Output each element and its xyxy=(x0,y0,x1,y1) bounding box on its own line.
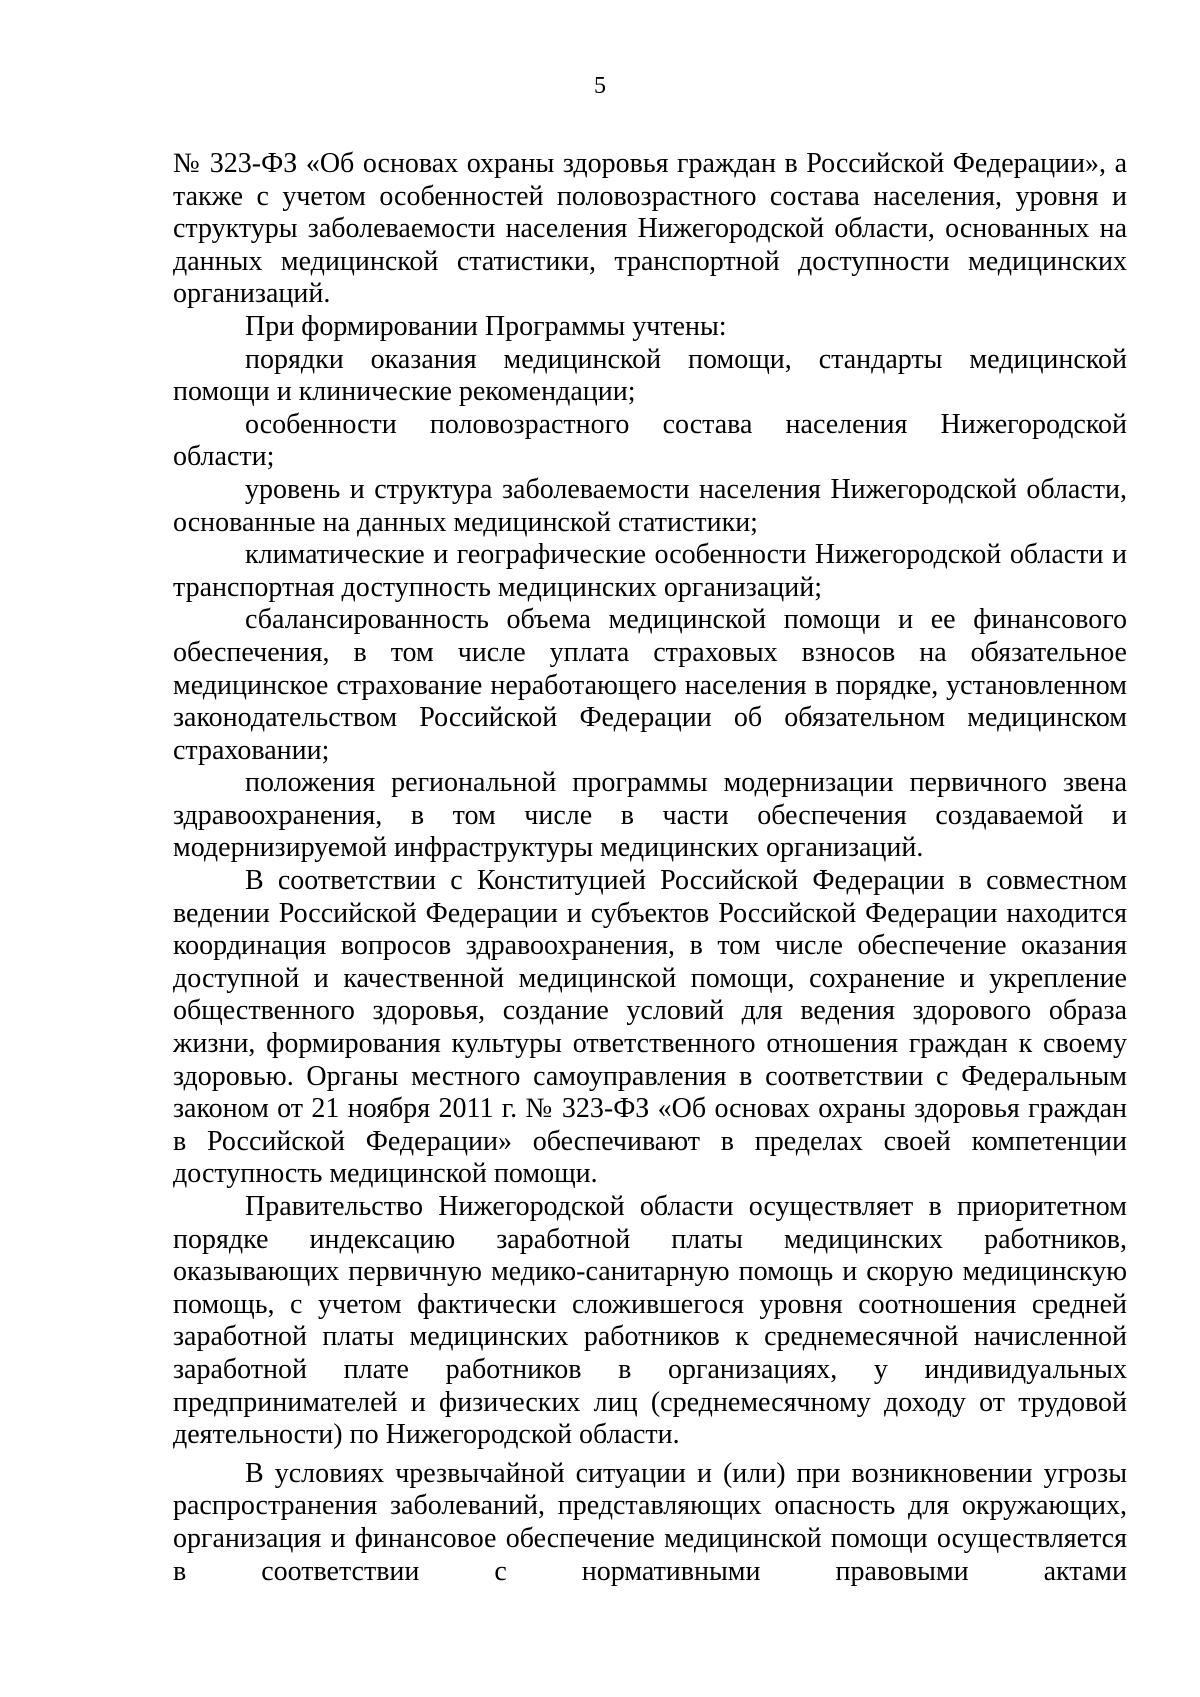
list-item-population-composition: особенности половозрастного состава населения Нижегородской области; xyxy=(173,408,1127,473)
list-item-morbidity-level: уровень и структура заболеваемости населения Нижегородской области, основанные на данных медицинской статистики; xyxy=(173,473,1127,538)
paragraph-constitution: В соответствии с Конституцией Российской Федерации в совместном ведении Российской Федерации и субъектов Российской Федерации находится координация вопросов здравоохранения, в том числе обеспечение оказания доступной и качественной медицинской помощи, сохранение и укрепление общественного здоровья, создание условий для ведения здорового образа жизни, формирования культуры ответственного отношения граждан к своему здоровью. Органы местного самоуправления в соответствии с Федеральным законом от 21 ноября 2011 г. № 323-ФЗ «Об основах охраны здоровья граждан в Российской Федерации» обеспечивают в пределах своей компетенции доступность медицинской помощи. xyxy=(173,865,1127,1190)
document-body xyxy=(173,148,1127,1588)
paragraph-continuation: № 323-ФЗ «Об основах охраны здоровья граждан в Российской Федерации», а также с учетом особенностей половозрастного состава населения, уровня и структуры заболеваемости населения Нижегородской области, основанных на данных медицинской статистики, транспортной доступности медицинских организаций. xyxy=(173,148,1127,310)
list-item-climate-geography: климатические и географические особенности Нижегородской области и транспортная доступность медицинских организаций; xyxy=(173,539,1127,603)
paragraph-program-considerations-intro: При формировании Программы учтены: xyxy=(245,310,727,342)
page-number: 5 xyxy=(594,73,606,99)
paragraph-emergency-situation: В условиях чрезвычайной ситуации и (или) при возникновении угрозы распространения заболеваний, представляющих опасность для окружающих, организация и финансовое обеспечение медицинской помощи осуществляется в соответствии с нормативными правовыми актами xyxy=(173,1457,1127,1587)
list-item-care-procedures: порядки оказания медицинской помощи, стандарты медицинской помощи и клинические рекомендации; xyxy=(173,343,1127,408)
list-item-balance-funding: сбалансированность объема медицинской помощи и ее финансового обеспечения, в том числе уплата страховых взносов на обязательное медицинское страхование неработающего населения в порядке, установленном законодательством Российской Федерации об обязательном медицинском страховании; xyxy=(173,604,1127,766)
paragraph-government-salary-indexation: Правительство Нижегородской области осуществляет в приоритетном порядке индексацию заработной платы медицинских работников, оказывающих первичную медико-санитарную помощь и скорую медицинскую помощь, с учетом фактически сложившегося уровня соотношения средней заработной платы медицинских работников к среднемесячной начисленной заработной плате работников в организациях, у индивидуальных предпринимателей и физических лиц (среднемесячному доходу от трудовой деятельности) по Нижегородской области. xyxy=(173,1191,1127,1451)
list-item-modernization-program: положения региональной программы модернизации первичного звена здравоохранения, в том числе в части обеспечения создаваемой и модернизируемой инфраструктуры медицинских организаций. xyxy=(173,767,1127,864)
